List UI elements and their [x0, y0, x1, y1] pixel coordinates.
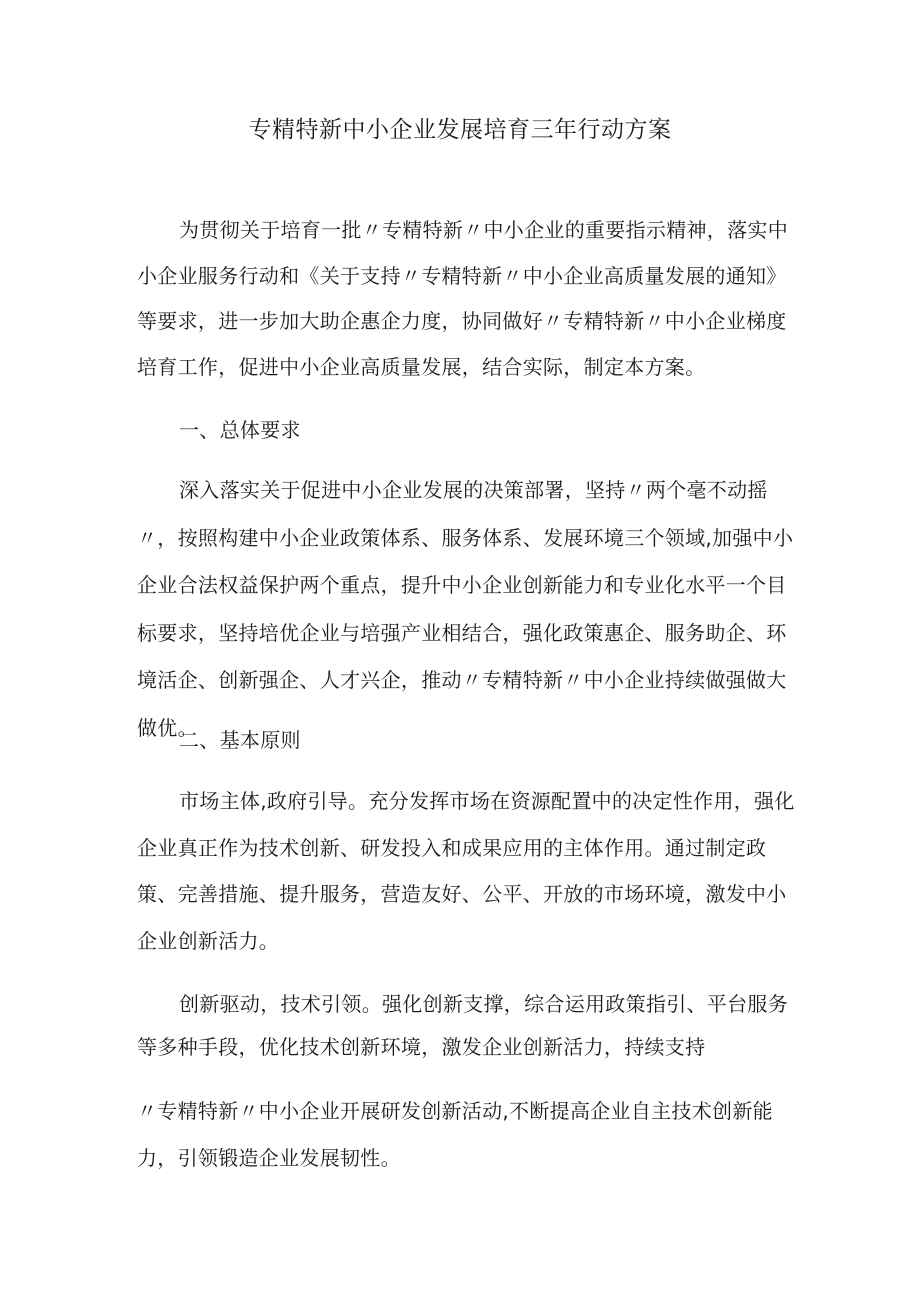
principle-innovation-continuation: 〃专精特新〃中小企业开展研发创新活动,不断提高企业自主技术创新能力，引领锻造企业发展韧性。 [137, 1099, 773, 1170]
general-requirements-paragraph: 深入落实关于促进中小企业发展的决策部署，坚持〃两个毫不动摇〃，按照构建中小企业政策体系、服务体系、发展环境三个领域,加强中小企业合法权益保护两个重点，提升中小企业创新能力和专业化水平一个目标要求，坚持培优企业与培强产业相结合，强化政策惠企、服务助企、环境活企、创新强企、人才兴企，推动〃专精特新〃中小企业持续做强做大做优。 [137, 478, 794, 740]
section-heading-general-requirements: 一、总体要求 [179, 418, 301, 442]
section-heading-basic-principles: 二、基本原则 [179, 728, 301, 752]
document-title: 专精特新中小企业发展培育三年行动方案 [248, 117, 672, 143]
principle-innovation-paragraph: 创新驱动，技术引领。强化创新支撑，综合运用政策指引、平台服务等多种手段，优化技术创新环境，激发企业创新活力，持续支持 [137, 992, 788, 1059]
intro-paragraph: 为贯彻关于培育一批〃专精特新〃中小企业的重要指示精神，落实中小企业服务行动和《关于支持〃专精特新〃中小企业高质量发展的通知》等要求，进一步加大助企惠企力度，协同做好〃专精特新〃中小企业梯度培育工作，促进中小企业高质量发展，结合实际，制定本方案。 [137, 218, 788, 379]
principle-market-paragraph: 市场主体,政府引导。充分发挥市场在资源配置中的决定性作用，强化企业真正作为技术创新、研发投入和成果应用的主体作用。通过制定政策、完善措施、提升服务，营造友好、公平、开放的市场环境，激发中小企业创新活力。 [137, 789, 795, 953]
